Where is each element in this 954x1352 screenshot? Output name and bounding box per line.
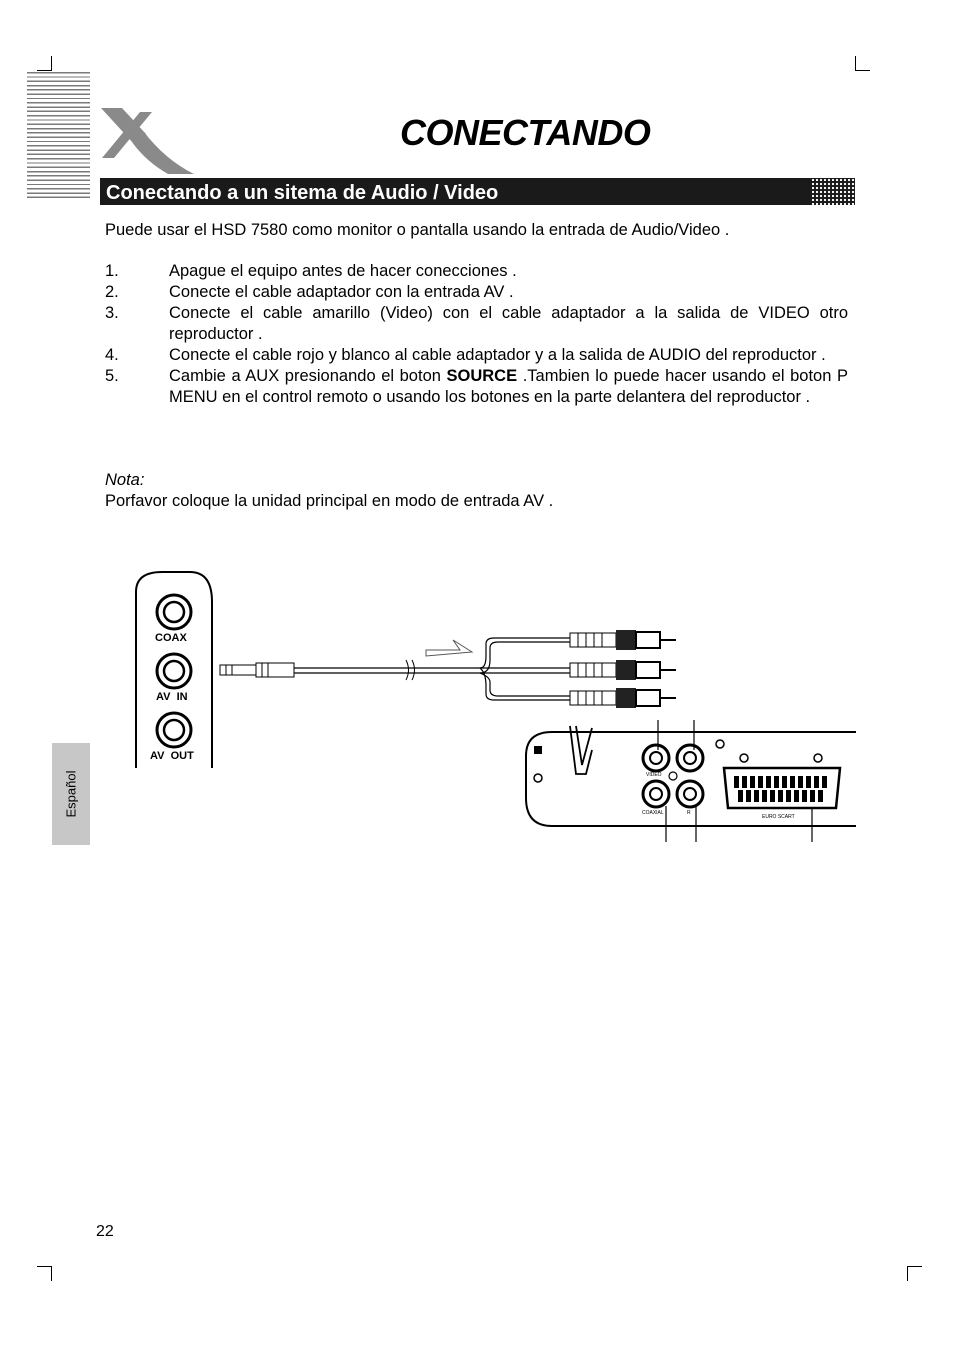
intro-paragraph: Puede usar el HSD 7580 como monitor o pantalla usando la entrada de Audio/Video . bbox=[105, 221, 730, 239]
note-text: Porfavor coloque la unidad principal en modo de entrada AV . bbox=[105, 492, 554, 510]
page-number: 22 bbox=[96, 1223, 114, 1240]
av-cable bbox=[220, 638, 570, 700]
crop-mark-bottom-right bbox=[907, 1266, 922, 1281]
note-label: Nota: bbox=[105, 471, 145, 489]
brand-x-logo-icon bbox=[96, 106, 196, 176]
jack-label-av-out: AV OUT bbox=[150, 750, 194, 762]
step-text: Conecte el cable rojo y blanco al cable adaptador y a la salida de AUDIO del reproductor . bbox=[169, 346, 826, 364]
step-number: 2. bbox=[105, 283, 119, 301]
page-title: CONECTANDO bbox=[400, 112, 651, 153]
rca-plug-yellow bbox=[570, 660, 676, 680]
rear-label-video: VIDEO bbox=[646, 772, 662, 778]
decorative-stripes bbox=[27, 72, 90, 199]
list-item bbox=[105, 282, 848, 303]
jack-av-in bbox=[157, 654, 191, 688]
jack-label-coax: COAX bbox=[155, 632, 187, 644]
connection-diagram bbox=[120, 560, 860, 850]
rear-label-euro-scart: EURO SCART bbox=[762, 814, 795, 820]
section-title: Conectando a un sitema de Audio / Video bbox=[106, 182, 499, 204]
rear-label-coaxial: COAXIAL bbox=[642, 810, 664, 816]
step-text: Conecte el cable adaptador con la entrada AV . bbox=[169, 283, 514, 301]
list-item bbox=[105, 261, 848, 282]
language-tab bbox=[52, 743, 90, 845]
steps-list bbox=[105, 261, 848, 408]
rca-plug-white bbox=[570, 630, 676, 650]
jack-label-av-in: AV IN bbox=[156, 691, 188, 703]
crop-mark-top-right bbox=[855, 56, 870, 71]
rear-label-r: R bbox=[687, 810, 691, 816]
step-number: 3. bbox=[105, 304, 119, 322]
list-item bbox=[105, 303, 848, 345]
jack-coax bbox=[157, 595, 191, 629]
step-number: 5. bbox=[105, 367, 119, 385]
section-bar-dot-pattern bbox=[811, 178, 855, 205]
player-rear-panel bbox=[526, 720, 856, 842]
rca-plug-red bbox=[570, 688, 676, 708]
jack-av-out bbox=[157, 713, 191, 747]
crop-mark-top-left bbox=[37, 56, 52, 71]
step-text: Apague el equipo antes de hacer conecciones . bbox=[169, 262, 517, 280]
list-item bbox=[105, 345, 848, 366]
step-text-before: Cambie a AUX presionando el boton bbox=[169, 367, 447, 385]
source-keyword: SOURCE bbox=[446, 367, 518, 385]
list-item bbox=[105, 366, 848, 408]
step-number: 4. bbox=[105, 346, 119, 364]
language-tab-label: Español bbox=[63, 770, 79, 818]
crop-mark-bottom-left bbox=[37, 1266, 52, 1281]
step-text: Conecte el cable amarillo (Video) con el cable adaptador a la salida de VIDEO otro reproductor . bbox=[169, 304, 848, 343]
step-text-after: .Tambien lo puede hacer usando el boton P MENU en el control remoto o usando los botones en la parte delantera del reproductor . bbox=[169, 367, 848, 406]
step-number: 1. bbox=[105, 262, 119, 280]
